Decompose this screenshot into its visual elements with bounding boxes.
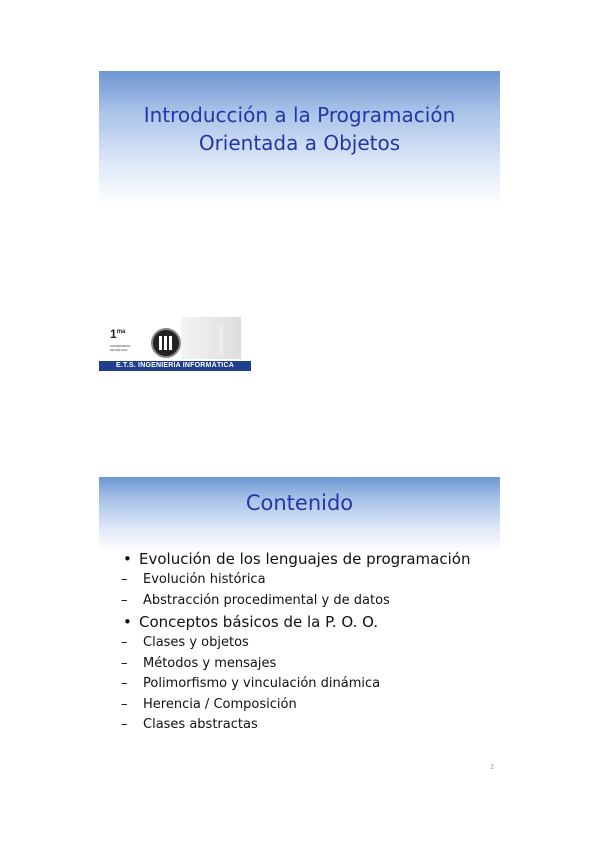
uma-sub-line-2: DE MÁLAGA	[110, 348, 128, 352]
sub-bullet-item: – Herencia / Composición	[121, 695, 491, 716]
slide-title-text: Contenido	[245, 491, 354, 515]
sub-bullet-item: – Clases y objetos	[121, 633, 491, 654]
building-graphic-icon	[181, 317, 241, 359]
title-line-2: Orientada a Objetos	[198, 131, 401, 155]
uma-logo-number: 1	[110, 327, 117, 341]
uma-logo-mark	[110, 327, 125, 341]
sub-bullet-item: – Evolución histórica	[121, 570, 491, 591]
bullet-item: • Evolución de los lenguajes de programación	[121, 548, 491, 570]
school-emblem-icon	[151, 328, 181, 358]
school-banner: E.T.S. INGENIERÍA INFORMÁTICA	[99, 361, 251, 371]
slide-title-text	[99, 101, 500, 157]
sub-bullet-item: – Abstracción procedimental y de datos	[121, 591, 491, 612]
title-line-1: Introducción a la Programación	[143, 103, 456, 127]
uma-logo-subtitle	[110, 344, 131, 352]
bullet-list	[121, 548, 491, 736]
uma-logo-sup: ma	[116, 329, 126, 335]
slide-title	[99, 71, 500, 371]
page-number: 2	[490, 764, 494, 771]
sub-bullet-item: – Métodos y mensajes	[121, 654, 491, 675]
sub-bullet-item: – Clases abstractas	[121, 715, 491, 736]
university-logo	[99, 315, 251, 371]
slide-contents	[99, 477, 500, 777]
uma-sub-line-1: UNIVERSIDAD	[110, 344, 131, 348]
bullet-item: • Conceptos básicos de la P. O. O.	[121, 611, 491, 633]
sub-bullet-item: – Polimorfismo y vinculación dinámica	[121, 674, 491, 695]
